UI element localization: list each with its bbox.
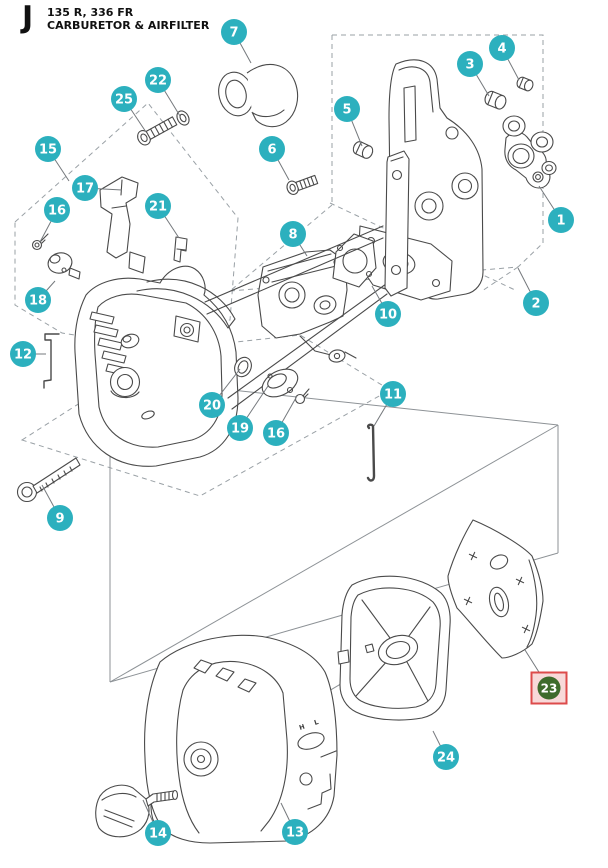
part-air-filter-23 bbox=[448, 520, 543, 658]
svg-text:10: 10 bbox=[378, 307, 398, 323]
cover-marking-l: L bbox=[313, 718, 320, 727]
part-screw-25 bbox=[135, 114, 178, 147]
svg-text:15: 15 bbox=[38, 142, 58, 158]
svg-text:18: 18 bbox=[28, 293, 48, 309]
callout-balloon-16[interactable] bbox=[263, 396, 297, 446]
svg-text:21: 21 bbox=[148, 199, 168, 215]
svg-text:7: 7 bbox=[229, 25, 239, 41]
part-bushing-5 bbox=[351, 140, 374, 160]
svg-text:24: 24 bbox=[436, 750, 456, 766]
svg-text:11: 11 bbox=[383, 387, 403, 403]
callout-balloon-23-highlighted[interactable] bbox=[525, 650, 567, 704]
part-screw-16b bbox=[296, 389, 310, 404]
section-title: CARBURETOR & AIRFILTER bbox=[47, 19, 210, 32]
svg-text:19: 19 bbox=[230, 421, 250, 437]
svg-text:17: 17 bbox=[75, 181, 95, 197]
callout-balloon-9[interactable] bbox=[42, 485, 73, 531]
svg-text:16: 16 bbox=[266, 426, 286, 442]
part-airbox-bracket bbox=[358, 57, 483, 300]
svg-text:23: 23 bbox=[540, 681, 558, 696]
svg-text:1: 1 bbox=[556, 213, 566, 229]
svg-text:4: 4 bbox=[497, 41, 507, 57]
part-intake-elbow-7 bbox=[214, 64, 297, 126]
part-filter-holder-24 bbox=[338, 576, 450, 720]
callout-balloon-12[interactable] bbox=[10, 341, 46, 367]
svg-text:14: 14 bbox=[148, 826, 168, 842]
model-names: 135 R, 336 FR bbox=[47, 6, 134, 19]
callout-balloon-2[interactable] bbox=[518, 268, 549, 316]
callout-balloon-15[interactable] bbox=[35, 136, 69, 181]
part-manifold-plate-1 bbox=[503, 116, 556, 188]
part-bolt-9 bbox=[18, 458, 81, 502]
svg-text:6: 6 bbox=[267, 142, 277, 158]
svg-text:25: 25 bbox=[114, 92, 134, 108]
cover-marking-h: H bbox=[298, 722, 306, 732]
section-letter: J bbox=[22, 0, 34, 35]
svg-text:9: 9 bbox=[55, 511, 65, 527]
callout-balloon-18[interactable] bbox=[25, 281, 55, 313]
part-lever-21 bbox=[174, 237, 187, 262]
callout-balloon-11[interactable] bbox=[374, 381, 406, 426]
svg-text:2: 2 bbox=[531, 296, 541, 312]
svg-text:13: 13 bbox=[285, 825, 305, 841]
svg-text:12: 12 bbox=[13, 347, 33, 363]
callout-balloon-1[interactable] bbox=[539, 186, 574, 233]
callout-balloon-24[interactable] bbox=[433, 731, 459, 770]
part-throttle-trigger-17 bbox=[100, 177, 145, 273]
svg-text:20: 20 bbox=[202, 398, 222, 414]
title-lines bbox=[47, 6, 209, 32]
callout-balloon-4[interactable] bbox=[489, 35, 519, 80]
svg-text:5: 5 bbox=[342, 102, 352, 118]
callout-balloon-25[interactable] bbox=[111, 86, 146, 132]
callout-balloon-16[interactable] bbox=[40, 197, 70, 242]
svg-text:3: 3 bbox=[465, 57, 475, 73]
callout-balloon-3[interactable] bbox=[457, 51, 489, 96]
callout-balloon-7[interactable] bbox=[221, 19, 251, 63]
callout-balloon-6[interactable] bbox=[259, 136, 289, 180]
part-wire-hook-11 bbox=[368, 425, 374, 481]
callout-balloon-22[interactable] bbox=[145, 67, 180, 116]
part-screw-6 bbox=[285, 173, 318, 196]
svg-text:16: 16 bbox=[47, 203, 67, 219]
part-choke-knob-18 bbox=[46, 250, 80, 279]
callout-balloon-5[interactable] bbox=[334, 96, 362, 146]
callout-balloon-8[interactable] bbox=[280, 221, 307, 256]
callout-balloon-21[interactable] bbox=[145, 193, 179, 238]
svg-text:22: 22 bbox=[148, 73, 168, 89]
part-cylinder-cover-13 bbox=[145, 635, 337, 843]
svg-text:8: 8 bbox=[288, 227, 298, 243]
part-wire-12 bbox=[44, 334, 59, 388]
